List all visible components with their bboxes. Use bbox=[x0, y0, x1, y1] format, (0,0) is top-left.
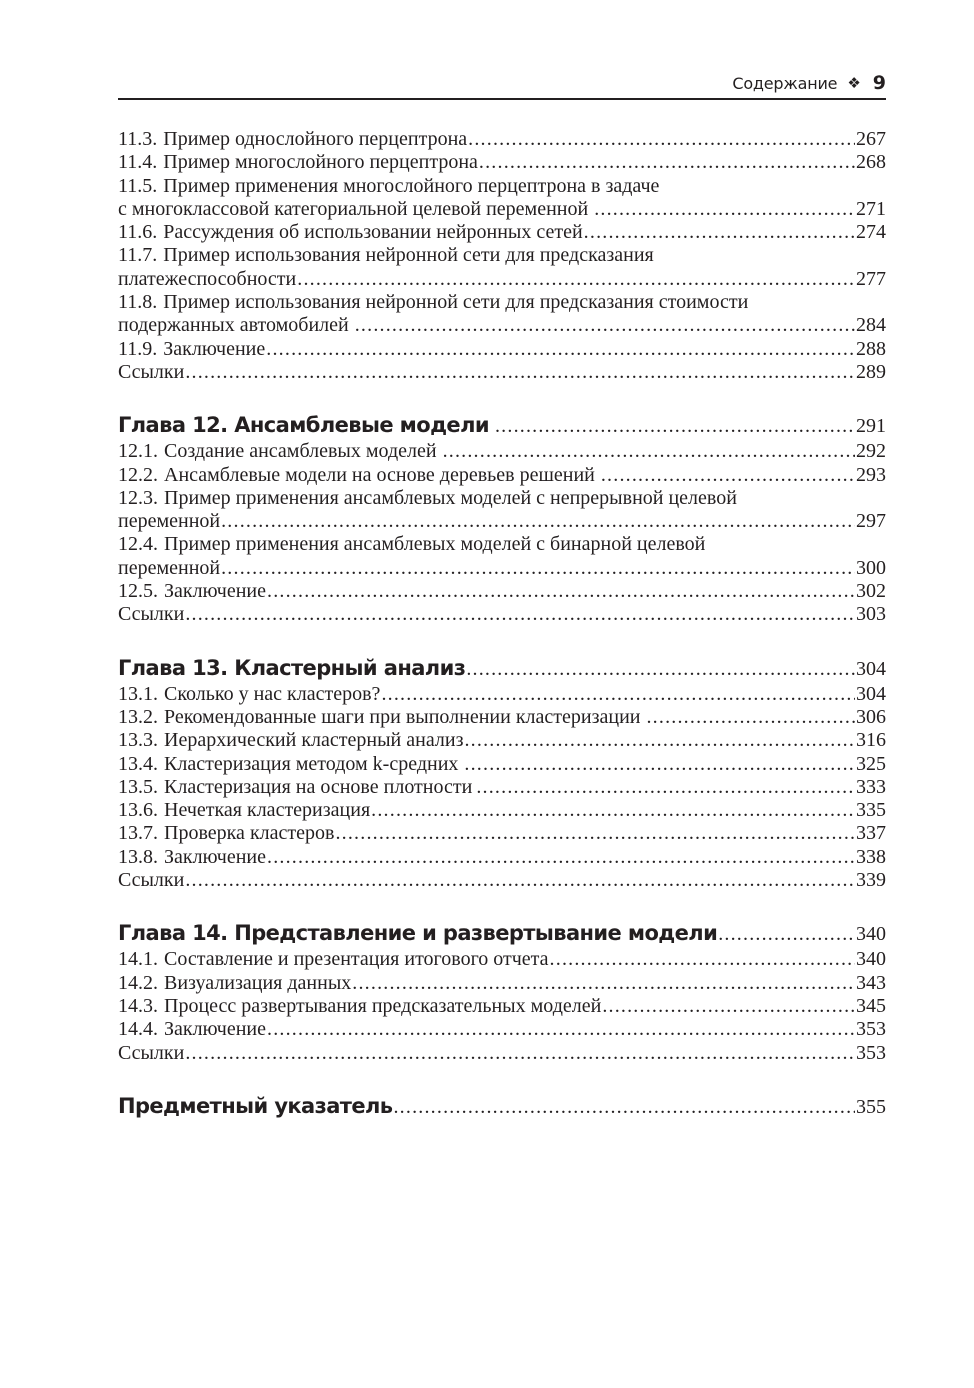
entry-page: 293 bbox=[856, 463, 886, 486]
dot-leader bbox=[221, 557, 855, 580]
dot-leader bbox=[601, 464, 855, 487]
entry-title: Заключение bbox=[163, 337, 266, 360]
chapter-title: Глава 12. Ансамблевые модели bbox=[118, 413, 489, 438]
toc-entry-references-11[interactable] bbox=[118, 361, 886, 384]
toc-entry-11-8[interactable]: 11.8. Пример использования нейронной сети для предсказания стоимости подержанных автомобилей ..... 284 bbox=[118, 291, 886, 338]
chapter-page: 291 bbox=[856, 415, 886, 438]
toc-entry-11-5[interactable]: 11.5. Пример применения многослойного перцептрона в задаче с многоклассовой категориальной целевой переменной ..... 271 bbox=[118, 175, 886, 222]
toc-entry-13-2[interactable]: 13.2. Рекомендованные шаги при выполнении кластеризации ..... 306 bbox=[118, 706, 886, 729]
entry-title: Рассуждения об использовании нейронных сетей bbox=[163, 221, 583, 244]
dot-leader bbox=[185, 603, 855, 626]
toc-entry-references-14[interactable] bbox=[118, 1042, 886, 1065]
entry-title-line2: платежеспособности bbox=[118, 267, 297, 290]
dot-leader bbox=[185, 1042, 855, 1065]
entry-title-line2: с многоклассовой категориальной целевой переменной bbox=[118, 197, 589, 220]
entry-title: Кластеризация на основе плотности bbox=[164, 775, 473, 798]
entry-title: Кластеризация методом k-средних bbox=[164, 752, 459, 775]
entry-page: 338 bbox=[856, 845, 886, 868]
chapter-11-continuation bbox=[118, 128, 886, 384]
chapter-heading-14[interactable] bbox=[118, 918, 886, 948]
entry-title: Ансамблевые модели на основе деревьев решений bbox=[164, 463, 595, 486]
entry-page: 340 bbox=[856, 948, 886, 971]
four-diamond-ornament-icon: ❖ bbox=[847, 73, 861, 92]
entry-title: Заключение bbox=[164, 580, 266, 603]
toc-entry-12-1[interactable]: 12.1. Создание ансамблевых моделей ..... 292 bbox=[118, 440, 886, 463]
dot-leader bbox=[185, 869, 855, 892]
entry-title: Ссылки bbox=[118, 603, 185, 626]
entry-page: 345 bbox=[856, 994, 886, 1017]
dot-leader bbox=[464, 729, 855, 752]
dot-leader bbox=[335, 822, 855, 845]
entry-title: Ссылки bbox=[118, 869, 185, 892]
running-head-title: Содержание bbox=[732, 73, 838, 93]
toc-entry-11-6[interactable]: 11.6. Рассуждения об использовании нейронных сетей ..... 274 bbox=[118, 221, 886, 244]
toc-entry-13-4[interactable]: 13.4. Кластеризация методом k-средних ..... 325 bbox=[118, 753, 886, 776]
dot-leader bbox=[594, 198, 855, 221]
entry-page: 353 bbox=[856, 1041, 886, 1064]
toc-entry-14-4[interactable]: 14.4. Заключение ..... 353 bbox=[118, 1018, 886, 1041]
dot-leader bbox=[468, 128, 855, 151]
table-of-contents bbox=[118, 128, 886, 1121]
entry-page: 271 bbox=[856, 197, 886, 220]
dot-leader bbox=[550, 948, 855, 971]
toc-entry-12-4[interactable]: 12.4. Пример применения ансамблевых моделей с бинарной целевой переменной ..... 300 bbox=[118, 533, 886, 580]
entry-title-line1: Пример применения ансамблевых моделей с непрерывной целевой bbox=[164, 486, 737, 509]
running-head bbox=[732, 70, 886, 96]
subject-index bbox=[118, 1091, 886, 1121]
entry-page: 335 bbox=[856, 799, 886, 822]
dot-leader bbox=[466, 654, 855, 684]
entry-title-line2: подержанных автомобилей bbox=[118, 314, 349, 337]
entry-page: 304 bbox=[856, 682, 886, 705]
dot-leader bbox=[393, 1092, 855, 1122]
chapter-title: Глава 14. Представление и развертывание модели bbox=[118, 921, 718, 946]
entry-title: Заключение bbox=[164, 1018, 266, 1041]
toc-entry-11-7[interactable]: 11.7. Пример использования нейронной сети для предсказания платежеспособности ..... 277 bbox=[118, 244, 886, 291]
entry-title: Сколько у нас кластеров? bbox=[164, 682, 381, 705]
entry-page: 325 bbox=[856, 752, 886, 775]
dot-leader bbox=[185, 361, 855, 384]
toc-entry-12-5[interactable]: 12.5. Заключение ..... 302 bbox=[118, 580, 886, 603]
index-heading[interactable] bbox=[118, 1091, 886, 1121]
chapter-12 bbox=[118, 410, 886, 626]
entry-page: 302 bbox=[856, 580, 886, 603]
entry-page: 288 bbox=[856, 337, 886, 360]
dot-leader bbox=[266, 338, 855, 361]
dot-leader bbox=[355, 314, 855, 337]
entry-title: Ссылки bbox=[118, 1041, 185, 1064]
entry-page: 343 bbox=[856, 971, 886, 994]
chapter-page: 304 bbox=[856, 657, 886, 680]
toc-entry-12-2[interactable]: 12.2. Ансамблевые модели на основе деревьев решений ..... 293 bbox=[118, 464, 886, 487]
toc-entry-14-2[interactable]: 14.2. Визуализация данных ..... 343 bbox=[118, 972, 886, 995]
entry-title: Создание ансамблевых моделей bbox=[164, 440, 437, 463]
entry-title-line1: Пример использования нейронной сети для предсказания bbox=[163, 244, 654, 267]
chapter-14 bbox=[118, 918, 886, 1064]
entry-title: Заключение bbox=[164, 845, 266, 868]
entry-title-line1: Пример применения многослойного перцептрона в задаче bbox=[163, 174, 660, 197]
entry-title-line1: Пример применения ансамблевых моделей с бинарной целевой bbox=[164, 533, 706, 556]
dot-leader bbox=[297, 268, 855, 291]
entry-title: Нечеткая кластеризация bbox=[164, 799, 371, 822]
toc-entry-11-4[interactable]: 11.4. Пример многослойного перцептрона ..... 268 bbox=[118, 151, 886, 174]
entry-page: 337 bbox=[856, 822, 886, 845]
entry-page: 353 bbox=[856, 1018, 886, 1041]
entry-title-line1: Пример использования нейронной сети для предсказания стоимости bbox=[163, 291, 749, 314]
dot-leader bbox=[352, 972, 855, 995]
entry-title: Иерархический кластерный анализ bbox=[164, 729, 464, 752]
entry-page: 277 bbox=[856, 267, 886, 290]
toc-entry-13-7[interactable]: 13.7. Проверка кластеров ..... 337 bbox=[118, 822, 886, 845]
entry-page: 333 bbox=[856, 775, 886, 798]
dot-leader bbox=[443, 440, 855, 463]
dot-leader bbox=[267, 1018, 855, 1041]
toc-entry-12-3[interactable]: 12.3. Пример применения ансамблевых моделей с непрерывной целевой переменной ..... 297 bbox=[118, 487, 886, 534]
entry-page: 267 bbox=[856, 128, 886, 150]
chapter-13 bbox=[118, 653, 886, 893]
entry-title-line2: переменной bbox=[118, 510, 221, 533]
chapter-page: 340 bbox=[856, 923, 886, 946]
entry-title: Пример однослойного перцептрона bbox=[163, 128, 468, 150]
toc-entry-references-13[interactable] bbox=[118, 869, 886, 892]
dot-leader bbox=[495, 411, 855, 441]
toc-entry-13-5[interactable]: 13.5. Кластеризация на основе плотности ..... 333 bbox=[118, 776, 886, 799]
toc-entry-13-1[interactable]: 13.1. Сколько у нас кластеров? ..... 304 bbox=[118, 683, 886, 706]
entry-title: Пример многослойного перцептрона bbox=[163, 151, 478, 174]
entry-page: 292 bbox=[856, 440, 886, 463]
dot-leader bbox=[602, 995, 855, 1018]
chapter-heading-12[interactable] bbox=[118, 410, 886, 440]
entry-page: 306 bbox=[856, 705, 886, 728]
toc-entry-references-12[interactable] bbox=[118, 603, 886, 626]
entry-title: Процесс развертывания предсказательных моделей bbox=[164, 994, 602, 1017]
entry-page: 289 bbox=[856, 360, 886, 383]
entry-title: Составление и презентация итогового отчета bbox=[164, 948, 549, 971]
dot-leader bbox=[479, 151, 855, 174]
toc-entry-13-6[interactable]: 13.6. Нечеткая кластеризация ..... 335 bbox=[118, 799, 886, 822]
entry-title: Ссылки bbox=[118, 360, 185, 383]
dot-leader bbox=[267, 580, 855, 603]
toc-entry-13-3[interactable]: 13.3. Иерархический кластерный анализ ..... 316 bbox=[118, 729, 886, 752]
dot-leader bbox=[476, 776, 855, 799]
entry-title-line2: переменной bbox=[118, 556, 221, 579]
entry-page: 339 bbox=[856, 869, 886, 892]
dot-leader bbox=[221, 510, 855, 533]
dot-leader bbox=[267, 846, 855, 869]
dot-leader bbox=[718, 919, 855, 949]
entry-page: 274 bbox=[856, 221, 886, 244]
dot-leader bbox=[646, 706, 855, 729]
toc-entry-11-9[interactable]: 11.9. Заключение ..... 288 bbox=[118, 338, 886, 361]
entry-page: 284 bbox=[856, 314, 886, 337]
entry-page: 300 bbox=[856, 556, 886, 579]
entry-title: Визуализация данных bbox=[164, 971, 352, 994]
index-title: Предметный указатель bbox=[118, 1093, 393, 1118]
dot-leader bbox=[464, 753, 855, 776]
index-page: 355 bbox=[856, 1095, 886, 1118]
header-rule bbox=[118, 98, 886, 100]
dot-leader bbox=[381, 683, 855, 706]
entry-title: Проверка кластеров bbox=[164, 822, 335, 845]
dot-leader bbox=[584, 221, 855, 244]
entry-page: 268 bbox=[856, 151, 886, 174]
chapter-title: Глава 13. Кластерный анализ bbox=[118, 655, 466, 680]
dot-leader bbox=[371, 799, 855, 822]
entry-page: 303 bbox=[856, 603, 886, 626]
page-number: 9 bbox=[872, 72, 886, 94]
entry-page: 297 bbox=[856, 510, 886, 533]
toc-entry-13-8[interactable]: 13.8. Заключение ..... 338 bbox=[118, 846, 886, 869]
entry-page: 316 bbox=[856, 729, 886, 752]
entry-title: Рекомендованные шаги при выполнении кластеризации bbox=[164, 705, 641, 728]
toc-entry-14-1[interactable]: 14.1. Составление и презентация итогового отчета ..... 340 bbox=[118, 948, 886, 971]
toc-entry-11-3[interactable]: 11.3. Пример однослойного перцептрона ..... 267 bbox=[118, 128, 886, 151]
toc-entry-14-3[interactable]: 14.3. Процесс развертывания предсказательных моделей ..... 345 bbox=[118, 995, 886, 1018]
chapter-heading-13[interactable] bbox=[118, 653, 886, 683]
